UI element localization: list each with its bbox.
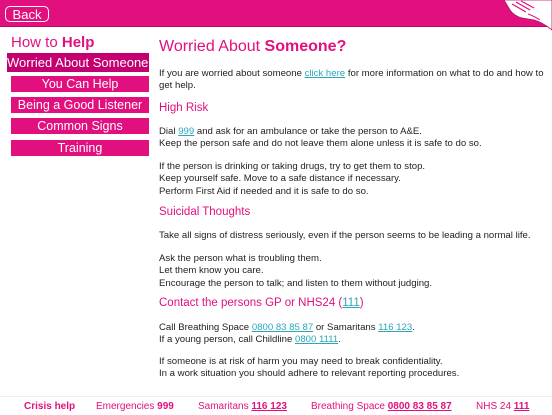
breathing-space-label: Breathing Space [311,401,385,412]
contact-heading [159,297,364,309]
nhs24-number[interactable]: 111 [513,401,530,412]
suicidal-p2-line2: Let them know you care. [159,265,264,277]
footer-nhs24[interactable] [476,401,529,412]
sidebar-item-common-signs[interactable]: Common Signs [11,118,149,134]
contact-paragraph-2 [159,356,545,381]
suicidal-thoughts-heading: Suicidal Thoughts [159,206,251,218]
header-bar [0,0,552,27]
breathing-space-number[interactable]: 0800 83 85 87 [387,401,452,412]
contact-line2-end: . [338,334,341,346]
emergencies-label: Emergencies [96,401,155,412]
contact-heading-close: ) [359,297,364,309]
contact-line2-text: If a young person, call Childline [159,334,293,346]
intro-paragraph [159,68,545,93]
footer-samaritans[interactable] [198,401,287,412]
page-title-bold: Someone? [264,38,347,55]
sidebar-item-worried-about-someone[interactable]: Worried About Someone? [7,55,156,70]
sidebar-item-you-can-help[interactable]: You Can Help [11,76,149,92]
suicidal-paragraph-2 [159,253,545,290]
call-999-link[interactable]: 999 [178,126,195,137]
high-risk-paragraph-2 [159,161,545,198]
sidebar-title-bold: Help [61,34,95,51]
page-title [159,38,346,56]
footer-emergencies[interactable] [96,401,174,412]
footer-breathing-space[interactable] [311,401,452,412]
suicidal-p2-line1: Ask the person what is troubling them. [159,253,322,264]
sidebar-item-being-a-good-listener[interactable]: Being a Good Listener [11,97,149,113]
samaritans-label: Samaritans [198,401,249,412]
contact-heading-text: Contact the persons GP or NHS24 ( [159,297,343,309]
intro-text: If you are worried about someone [159,68,302,79]
contact-line1-end: . [412,322,415,333]
nhs24-111-link[interactable]: 111 [342,297,360,309]
click-here-link[interactable]: click here [304,68,346,79]
crisis-help-label: Crisis help [24,401,76,412]
sidebar-title-prefix: How to [11,34,58,51]
samaritans-number[interactable]: 116 123 [251,401,287,412]
contact-p2-line2: In a work situation you should adhere to relevant reporting procedures. [159,368,460,380]
breathing-space-link[interactable]: 0800 83 85 87 [251,322,314,333]
intro-text-after: for more information on what to do and how to get help. [159,68,544,92]
crisis-footer [0,396,552,415]
high-risk-heading: High Risk [159,102,209,114]
contact-line1-text: Call Breathing Space [159,322,250,333]
sidebar-item-training[interactable]: Training [11,140,149,156]
suicidal-p2-line3: Encourage the person to talk; and listen to them without judging. [159,277,433,289]
emergencies-number[interactable]: 999 [157,401,174,412]
high-risk-p2-line2: Keep yourself safe. Move to a safe distance if necessary. [159,173,401,185]
samaritans-link[interactable]: 116 123 [378,322,413,333]
high-risk-paragraph-1 [159,126,545,151]
high-risk-text-after: and ask for an ambulance or take the person to A&E. [196,126,422,137]
main-content [159,26,545,386]
high-risk-text-line2: Keep the person safe and do not leave them alone unless it is safe to do so. [159,138,482,150]
contact-paragraph-1 [159,322,545,347]
back-button[interactable]: Back [5,6,49,22]
sidebar-title [11,34,94,51]
childline-link[interactable]: 0800 1111 [295,334,339,346]
contact-p2-line1: If someone is at risk of harm you may need to break confidentiality. [159,356,443,367]
high-risk-p2-line1: If the person is drinking or taking drugs, try to get them to stop. [159,161,426,172]
page-title-prefix: Worried About [159,38,261,55]
high-risk-p2-line3: Perform First Aid if needed and it is safe to do so. [159,185,369,197]
suicidal-paragraph-1: Take all signs of distress seriously, even if the person seems to be leading a normal life. [159,230,531,241]
nhs24-label: NHS 24 [476,401,512,412]
contact-line1-mid: or Samaritans [315,322,376,333]
sidebar [0,26,156,386]
high-risk-text: Dial [159,126,176,137]
